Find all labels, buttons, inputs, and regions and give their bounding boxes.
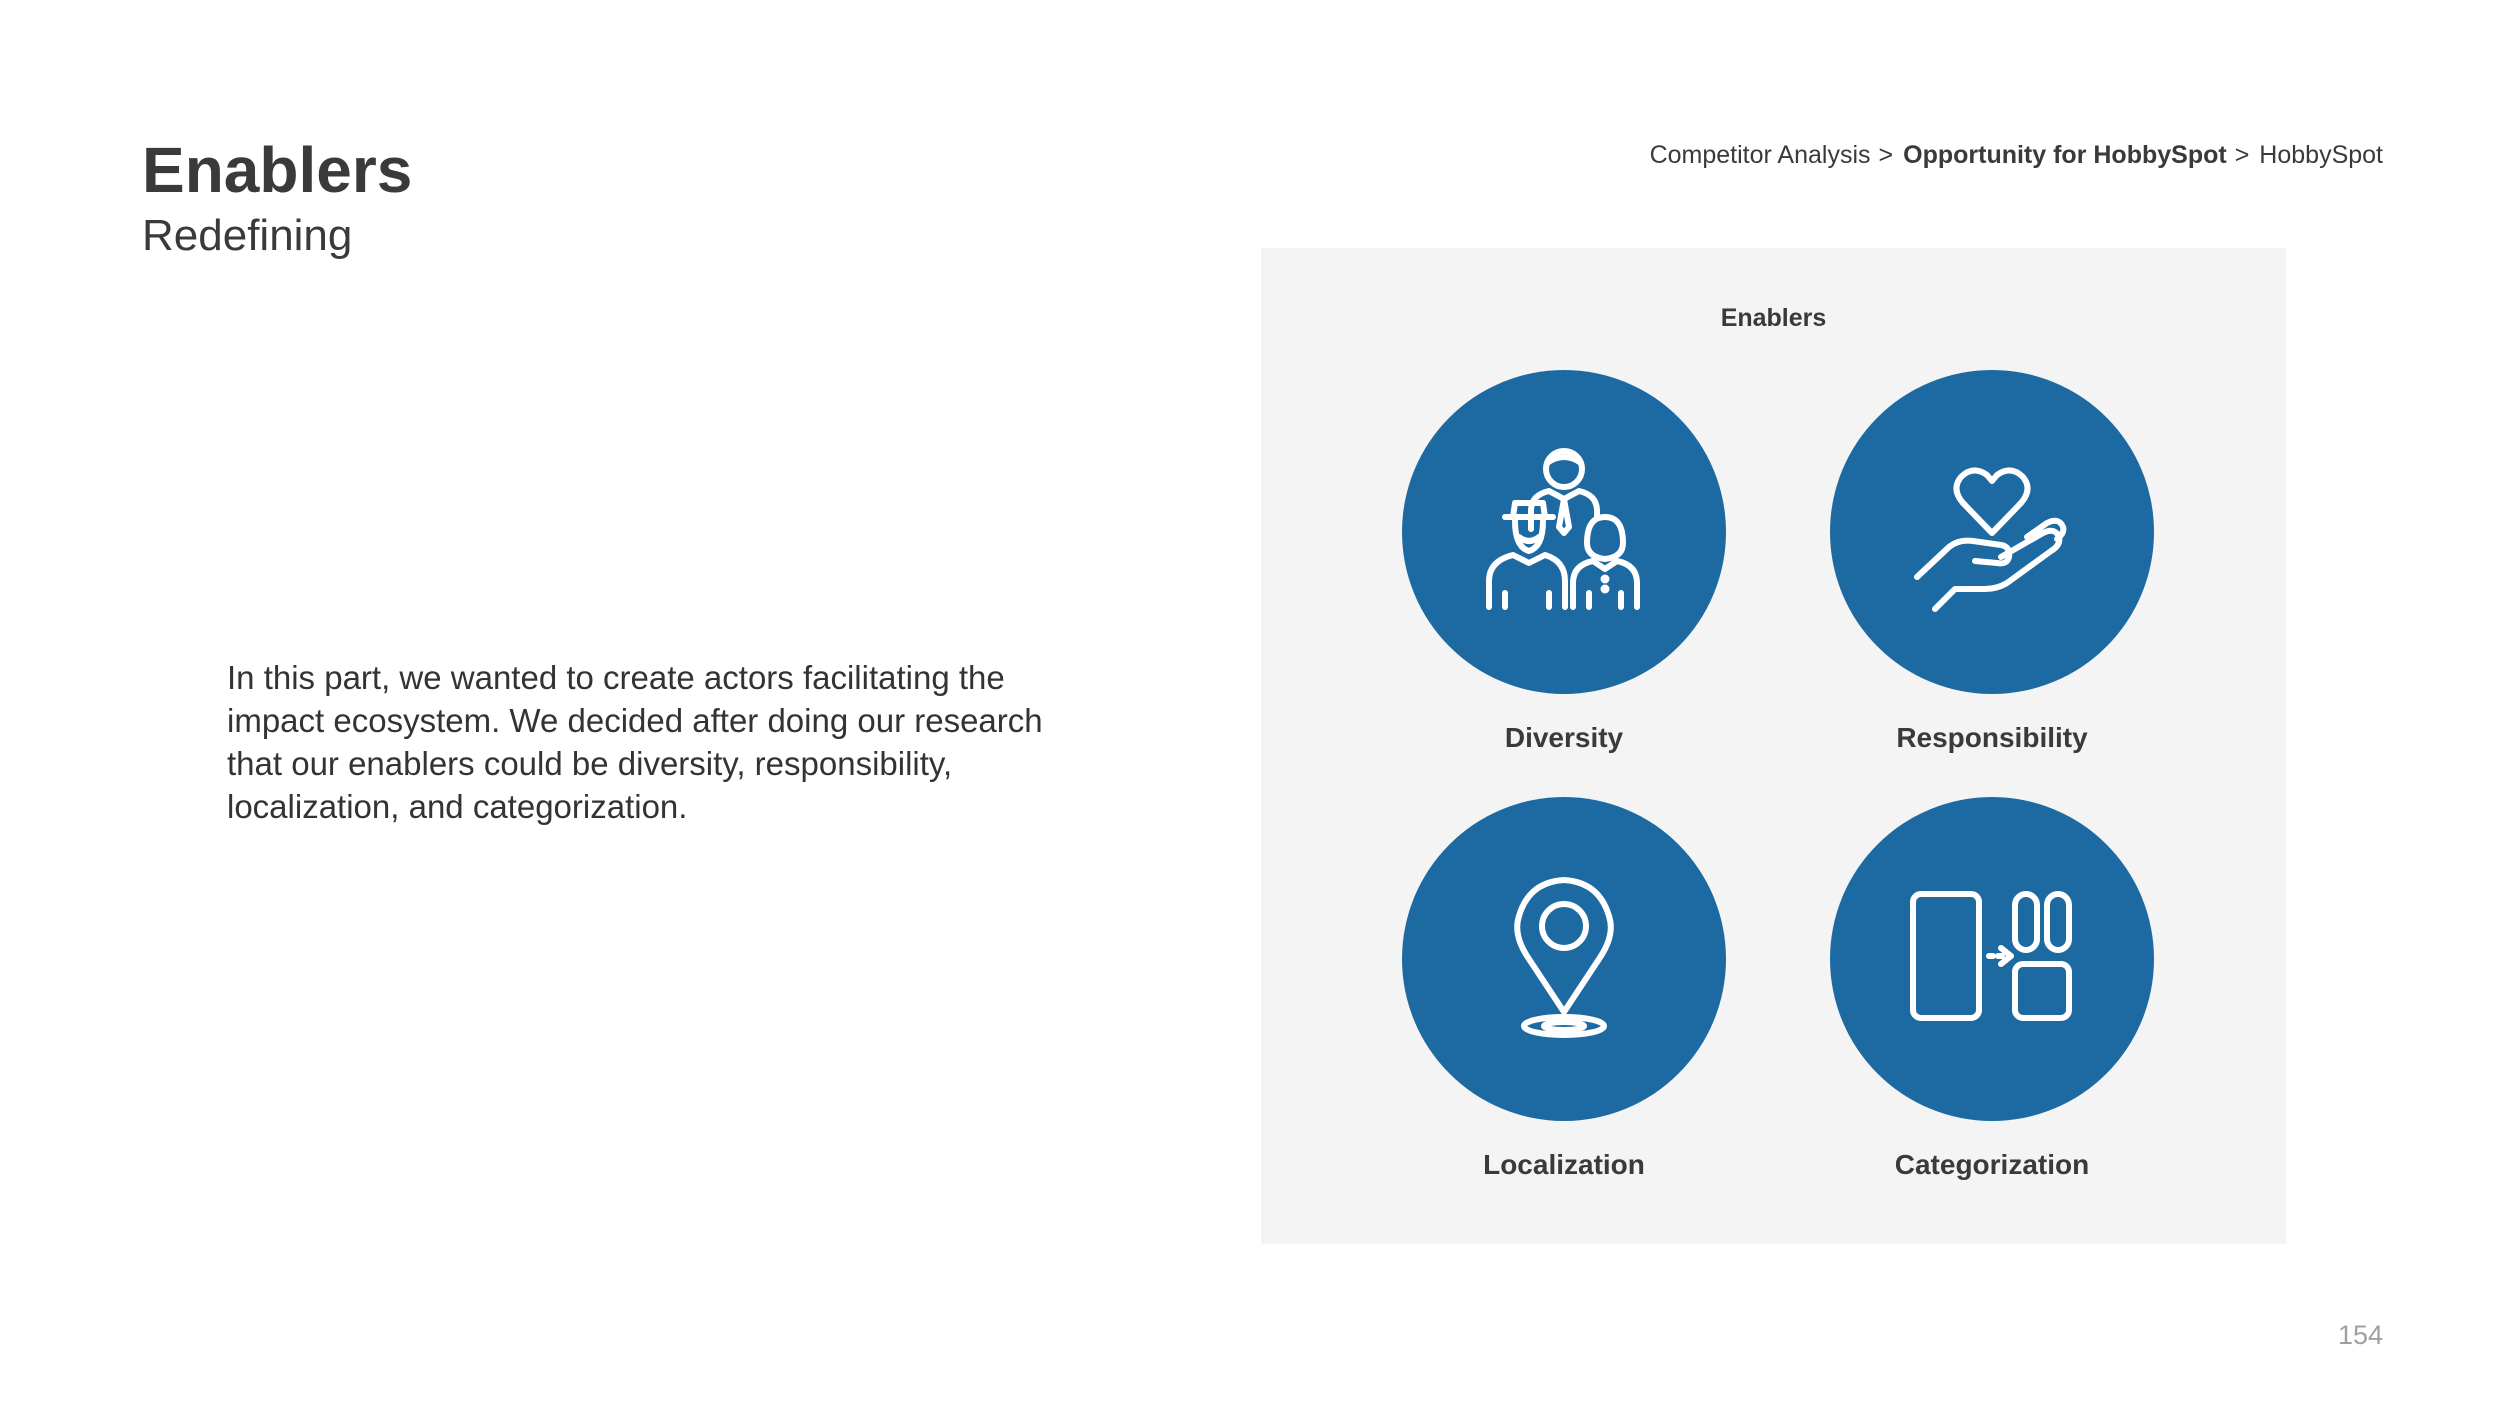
diversity-circle <box>1402 370 1726 694</box>
panel-title: Enablers <box>1720 304 1827 332</box>
enabler-label: Categorization <box>1894 1149 2090 1180</box>
responsibility-circle <box>1830 370 2154 694</box>
page-number: 154 <box>2337 1320 2383 1350</box>
enabler-label: Localization <box>1483 1149 1645 1180</box>
enabler-localization <box>1394 797 1734 1181</box>
breadcrumb-separator: > <box>1878 141 1894 169</box>
page-subtitle: Redefining <box>142 211 353 260</box>
localization-circle <box>1402 797 1726 1121</box>
enablers-panel <box>1261 248 2286 1244</box>
breadcrumb-item-opportunity[interactable]: Opportunity for HobbySpot <box>1903 141 2227 169</box>
body-paragraph: In this part, we wanted to create actors facilitating the impact ecosystem. We decided after doing our research that our enablers could be diversity, responsibility, localization, and categorization. <box>227 659 1043 825</box>
enabler-responsibility <box>1822 370 2162 754</box>
categorize-blocks-icon <box>1897 864 2087 1054</box>
enabler-categorization <box>1822 797 2162 1181</box>
categorization-circle <box>1830 797 2154 1121</box>
location-pin-icon <box>1469 864 1659 1054</box>
enabler-diversity <box>1394 370 1734 754</box>
heart-in-hand-icon <box>1897 437 2087 627</box>
breadcrumb <box>1650 141 2383 170</box>
breadcrumb-item-competitor-analysis[interactable]: Competitor Analysis <box>1649 141 1871 169</box>
page-title: Enablers <box>142 134 413 206</box>
breadcrumb-item-hobbyspot[interactable]: HobbySpot <box>2259 141 2383 169</box>
breadcrumb-separator: > <box>2234 141 2250 169</box>
people-group-icon <box>1469 437 1659 627</box>
enabler-label: Diversity <box>1504 722 1624 753</box>
enabler-label: Responsibility <box>1896 722 2088 753</box>
